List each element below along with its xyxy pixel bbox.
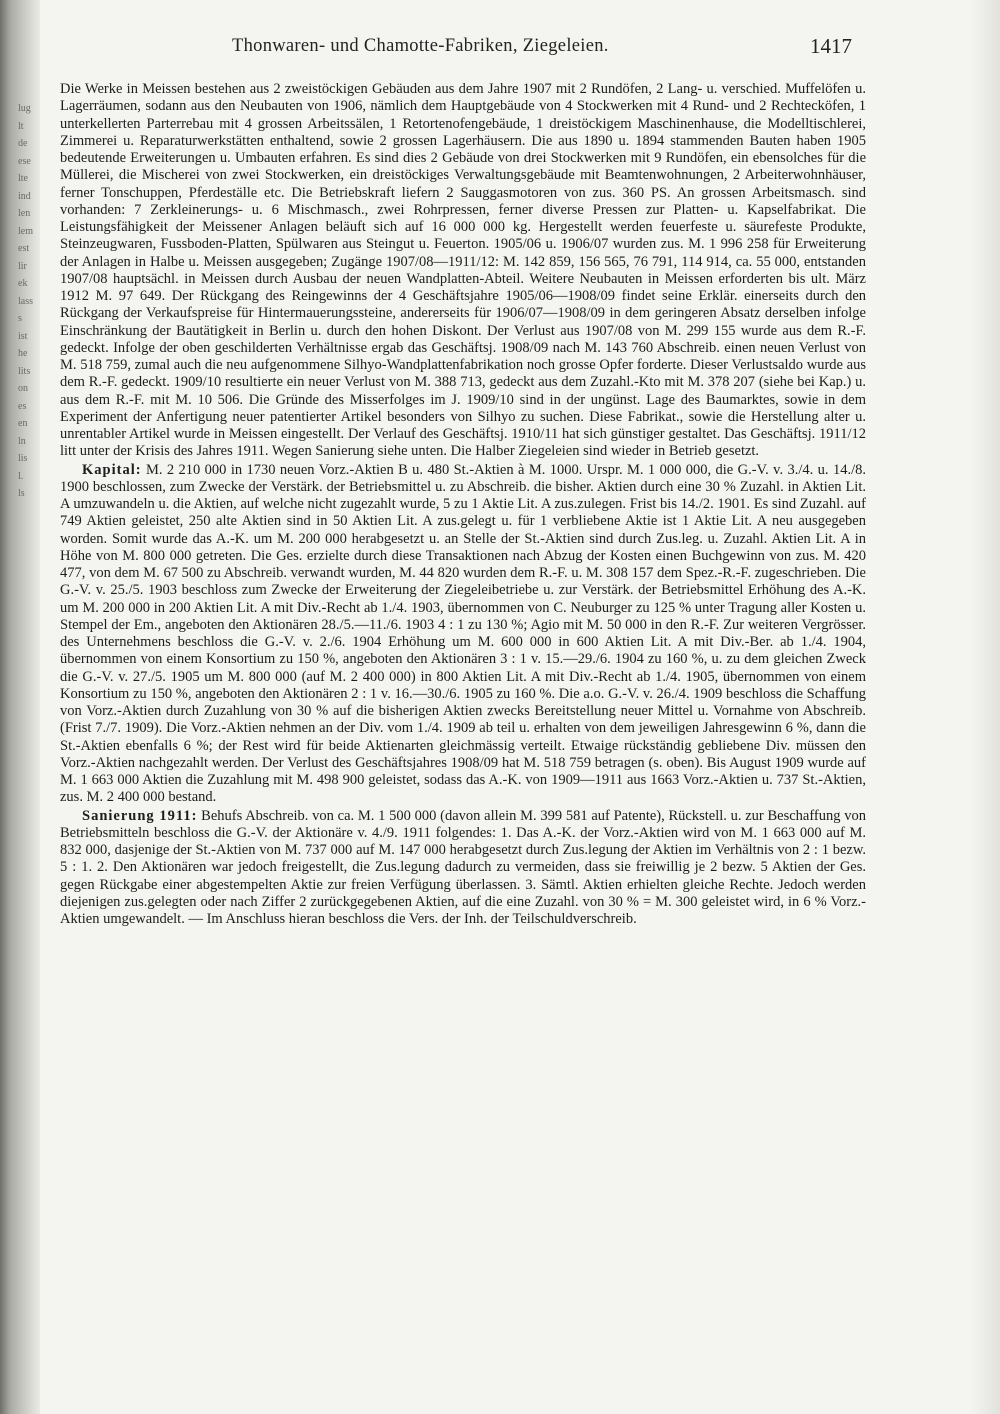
article-text [60,81,866,928]
edge-fragment: len [18,208,31,219]
sanierung-heading: Sanierung 1911: [82,807,198,824]
sanierung-text: Behufs Abschreib. von ca. M. 1 500 000 (davon allein M. 399 581 auf Patente), Rückstell. u. zur Beschaffung von Betriebsmitteln beschloss die G.-V. der Aktionäre v. 4./9. 1911 folgendes: 1. Das A.-K. der Vorz.-Aktien wird von M. 1 663 000 auf M. 832 000, dasjenige der St.-Aktien von M. 737 000 auf M. 147 000 herabgesetzt durch Zus.legung der Aktien im Verhältnis von 2 : 1 bezw. 5 : 1. 2. Den Aktionären war jedoch freigestellt, die Zus.legung dadurch zu vermeiden, dass sie freiwillig je 2 bezw. 5 Aktien der Ges. gegen Rückgabe einer abgestempelten Aktie zur freien Verfügung überlassen. 3. Sämtl. Aktien erhielten gleiche Rechte. Jedoch werden diejenigen zus.gelegten oder nach Ziffer 2 zurückgegebenen Aktien, auf die eine Zuzahl. von 30 % = M. 300 geleistet wird, in 6 % Vorz.-Aktien umgewandelt. — Im Anschluss hieran beschloss die Vers. der Inh. der Teilschuldverschreib. [60,807,867,927]
edge-fragment: ind [18,190,31,202]
edge-fragment: lt [18,120,24,132]
edge-fragment: ek [18,278,28,289]
running-title: Thonwaren- und Chamotte-Fabriken, Ziegeleien. [232,36,609,56]
edge-fragment: es [18,400,27,412]
kapital-heading: Kapital: [82,461,142,478]
edge-fragment: lis [18,453,28,464]
edge-fragment: lits [18,365,31,377]
edge-fragment: ese [18,155,31,167]
paragraph-works-description: Die Werke in Meissen bestehen aus 2 zweistöckigen Gebäuden aus dem Jahre 1907 mit 2 Rundöfen, 2 Lang- u. verschied. Muffelöfen u. Lagerräumen, sodann aus den Neubauten von 1906, nämlich dem Hauptgebäude von 4 Stockwerken mit 4 Rund- und 2 Rechtecköfen, 1 unterkellerten Parterrebau mit 4 grossen Arbeitssälen, 1 Retortenofengebäude, 1 dreistöckigem Maschinenhause, die Modelltischlerei, Zimmerei u. Reparaturwerkstätten enthaltend, sowie 2 grossen Lagerhäusern. Die aus 1890 u. 1894 stammenden Bauten haben 1905 bedeutende Erweiterungen u. Umbauten erfahren. Es sind dies 2 Gebäude von drei Stockwerken mit 9 Rundöfen, ein ebensolches für die Müllerei, die Mischerei von zwei Stockwerken, ein dreistöckiges Verwaltungsgebäude mit Beamtenwohnungen, 2 Arbeiterwohnhäuser, ferner Tonschuppen, Pferdeställe etc. Die Betriebskraft liefern 2 Sauggasmotoren von zus. 360 PS. An grossen Arbeitsmasch. sind vorhanden: 7 Zerkleinerungs- u. 6 Mischmasch., zwei Rohrpressen, ferner diverse Pressen zur Platten- u. Kapselfabrikat. Die Leistungsfähigkeit der Meissener Anlagen beläuft sich auf 16 000 000 kg. Hergestellt werden feuerfeste u. säurefeste Produkte, Steinzeugwaren, Fussboden-Platten, Spülwaren aus Steingut u. Feuerton. 1905/06 u. 1906/07 wurden zus. M. 1 996 258 für Erweiterung der Anlagen in Halbe u. Meissen ausgegeben; Zugänge 1907/08—1911/12: M. 142 859, 156 565, 76 791, 114 914, ca. 55 000, entstanden 1907/08 hauptsächl. in Meissen durch Ausbau der neuen Wandplatten-Abteil. Weitere Neubauten in Meissen erforderten bis ult. März 1912 M. 97 649. Der Rückgang des Reingewinns der 4 Geschäftsjahre 1905/06—1908/09 findet seine Erklär. einerseits durch den Rückgang der Verkaufspreise für Hintermauerungssteine, andererseits für 1906/07—1908/09 in dem geringeren Absatz derselben infolge Einschränkung der Bautätigkeit in Berlin u. durch den hohen Diskont. Der Verlust aus 1907/08 von M. 299 155 wurde aus dem R.-F. gedeckt. Infolge der oben geschilderten Verhältnisse ergab das Geschäftsj. 1908/09 nach M. 143 760 Abschreib. einen neuen Verlust von M. 518 759, zumal auch die neu aufgenommene Silhyo-Wandplattenfabrikation noch grosse Opfer forderte. Dieser Verlustsaldo wurde aus dem R.-F. gedeckt. 1909/10 resultierte ein neuer Verlust von M. 388 713, gedeckt aus dem Zuzahl.-Kto mit M. 378 207 (siehe bei Kap.) u. aus dem R.-F. mit M. 10 506. Die Gründe des Misserfolges im J. 1909/10 sind in der ungünst. Lage des Baumarktes, sowie in dem Experiment der Anfertigung neuer patentierter Artikel besonders von Silhyo zu suchen. Diese Fabrikat., sowie die Herstellung alter u. unrentabler Artikel wurde in Meissen eingestellt. Der Verlauf des Geschäftsj. 1910/11 hat sich günstiger gestaltet. Das Geschäftsj. 1911/12 litt unter der Krisis des Jahres 1911. Wegen Sanierung siehe unten. Die Halber Ziegeleien sind wieder in Betrieb gesetzt. [60,81,866,460]
edge-fragment: en [18,418,28,429]
edge-fragment: lug [18,103,31,114]
edge-fragment: de [18,138,28,149]
edge-fragment: he [18,348,28,359]
page-header [40,36,1000,66]
edge-fragment: est [18,243,30,254]
page-number: 1417 [810,34,852,58]
edge-fragment: on [18,383,28,394]
edge-fragment: ls [18,488,25,499]
paragraph-kapital [60,462,866,807]
edge-fragment: lem [18,225,33,237]
edge-fragment: lir [18,260,27,272]
edge-fragment: l. [18,470,24,482]
edge-fragment: lte [18,173,28,184]
edge-fragment: s [18,313,22,324]
edge-fragment: ist [18,330,28,342]
book-page [40,0,1000,1414]
edge-fragment: ln [18,435,26,447]
facing-page-fragments [18,100,42,503]
edge-fragment: lass [18,295,33,307]
kapital-text: M. 2 210 000 in 1730 neuen Vorz.-Aktien B u. 480 St.-Aktien à M. 1000. Urspr. M. 1 000 000, die G.-V. v. 3./4. u. 14./8. 1900 beschlossen, zum Zwecke der Verstärk. der Betriebsmittel u. zu Abschreib. die bisher. Aktien durch eine 30 % Zuzahl. in Aktien Lit. A umzuwandeln u. die Aktien, auf welche nicht zugezahlt wurde, 5 zu 1 Aktie Lit. A zus.zulegen. Frist bis 14./2. 1901. Es sind Zuzahl. auf 749 Aktien geleistet, 250 alte Aktien sind in 50 Aktien Lit. A zus.gelegt u. für 1 verbliebene Aktie ist 1 Aktie Lit. A neu ausgegeben worden. Somit wurde das A.-K. um M. 200 000 herabgesetzt u. an Stelle der St.-Aktien sind durch Zus.leg. u. Zuzahl. Aktien Lit. A in Höhe von M. 800 000 getreten. Die Ges. erzielte durch diese Transaktionen nach Abzug der Kosten einen Buchgewinn von zus. M. 420 477, von dem M. 67 500 zu Abschreib. verwandt wurden, M. 44 820 wurden dem R.-F. u. M. 308 157 dem Spez.-R.-F. zugeschrieben. Die G.-V. v. 25./5. 1903 beschloss zum Zwecke der Erweiterung der Ziegeleibetriebe u. zur Verstärk. der Betriebsmittel Erhöhung des A.-K. um M. 200 000 in 200 Aktien Lit. A mit Div.-Recht ab 1./4. 1903, übernommen von C. Neuburger zu 125 % unter Tragung aller Kosten u. Stempel der Em., angeboten den Aktionären 28./5.—11./6. 1903 4 : 1 zu 130 %; Agio mit M. 50 000 in den R.-F. Zur weiteren Vergrösser. des Unternehmens beschloss die G.-V. v. 2./6. 1904 Erhöhung um M. 600 000 in 600 Aktien Lit. A mit Div.-Ber. ab 1./4. 1904, übernommen von einem Konsortium zu 150 %, angeboten den Aktionären 3 : 1 v. 15.—29./6. 1904 zu 160 %, u. zu dem gleichen Zweck die G.-V. v. 27./5. 1905 um M. 800 000 (auf M. 2 400 000) in 800 Aktien Lit. A mit Div.-Recht ab 1./4. 1905, übernommen von einem Konsortium zu 150 %, angeboten den Aktionären 2 : 1 v. 16.—30./6. 1905 zu 160 %. Die a.o. G.-V. v. 26./4. 1909 beschloss die Schaffung von Vorz.-Aktien durch Zuzahlung von 30 % auf die bisherigen Aktien zwecks Bereitstellung neuer Mittel u. Vornahme von Abschreib. (Frist 7./7. 1909). Die Vorz.-Aktien nehmen an der Div. vom 1./4. 1909 ab teil u. erhalten von dem jeweiligen Jahresgewinn 6 %, dann die St.-Aktien ebenfalls 6 %; der Rest wird für beide Aktienarten gleichmässig verteilt. Etwaige rückständig gebliebene Div. müssen den Vorz.-Aktien nachgezahlt werden. Der Verlust des Geschäftsjahres 1908/09 hat M. 518 759 betragen (s. oben). Bis August 1909 wurde auf M. 1 663 000 Aktien die Zuzahlung mit M. 498 900 geleistet, sodass das A.-K. von 1909—1911 aus 1663 Vorz.-Aktien u. 737 St.-Aktien, zus. M. 2 400 000 bestand. [60,461,866,806]
paragraph-sanierung [60,808,866,929]
